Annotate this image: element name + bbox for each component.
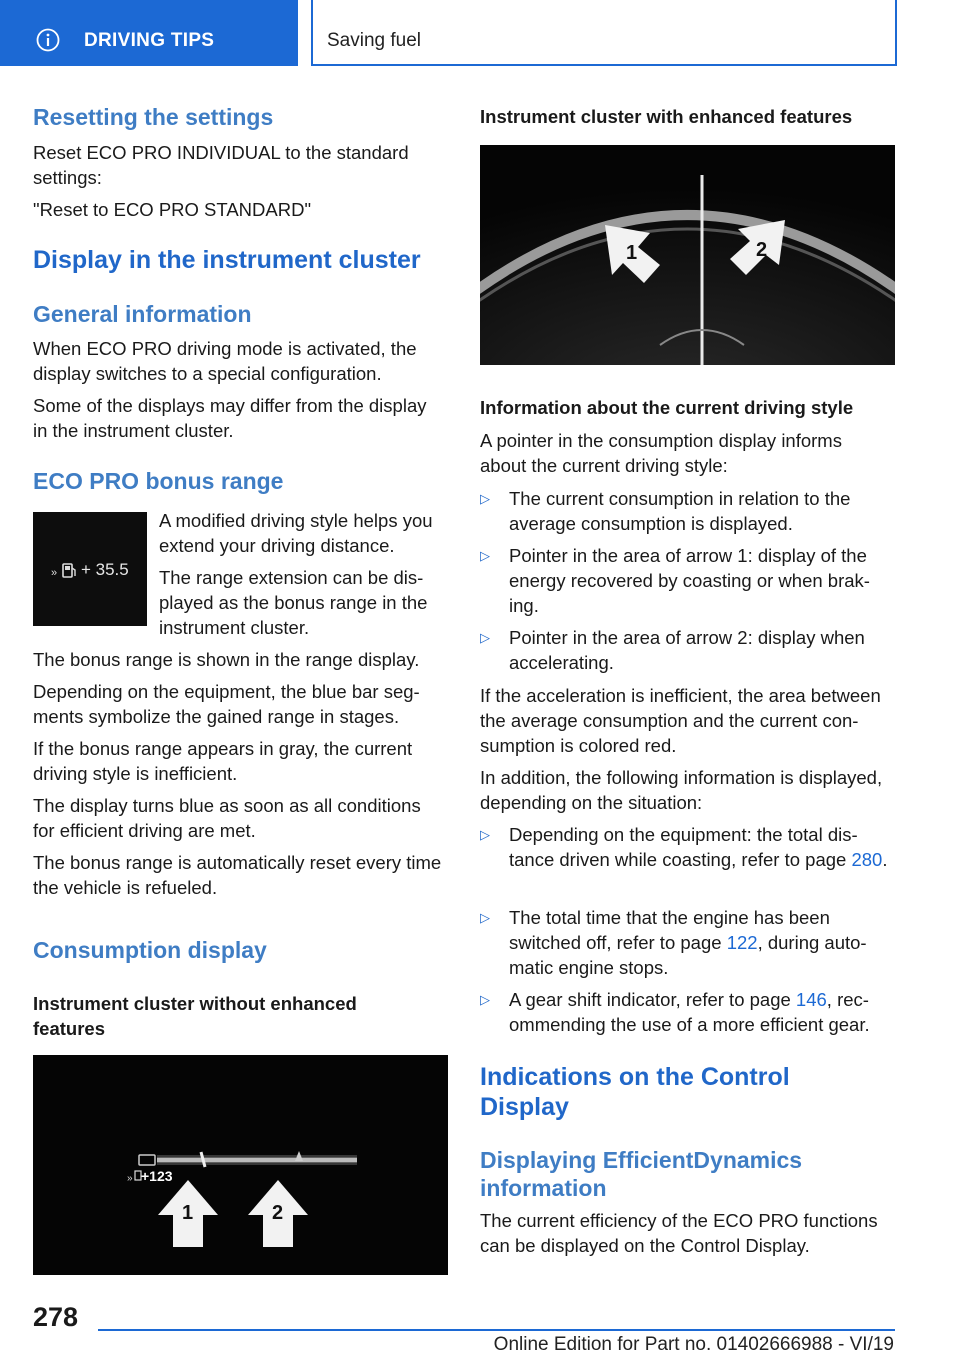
page-header bbox=[0, 0, 960, 66]
cluster-with-enhanced-image bbox=[480, 145, 895, 365]
heading-efficientdynamics: Displaying EfficientDynamics information bbox=[480, 1147, 803, 1201]
footer-edition: Online Edition for Part no. 01402666988 - VI/19 bbox=[493, 1334, 894, 1355]
page-link-146[interactable]: 146 bbox=[795, 989, 827, 1010]
section-tab bbox=[0, 0, 298, 66]
heading-bonus-range: ECO PRO bonus range bbox=[33, 468, 284, 494]
cluster-without-enhanced-image bbox=[33, 1055, 448, 1275]
paragraph-bonus-2: The range extension can be dis-played as the bonus range in the instrument cluster. bbox=[159, 567, 428, 638]
paragraph-general-2: Some of the displays may differ from the display in the instrument cluster. bbox=[33, 395, 427, 441]
paragraph-bonus-4: Depending on the equipment, the blue bar seg-ments symbolize the gained range in stages. bbox=[33, 681, 420, 727]
paragraph-current: A pointer in the consumption display informs about the current driving style: bbox=[480, 430, 842, 476]
footer-divider bbox=[98, 1329, 895, 1331]
cluster-range-value: +123 bbox=[141, 1168, 173, 1184]
triangle-bullet-icon: ▷ bbox=[480, 910, 490, 925]
page-number: 278 bbox=[33, 1302, 79, 1332]
page-link-122[interactable]: 122 bbox=[726, 932, 758, 953]
svg-text:»: » bbox=[51, 567, 58, 579]
consumption-bar-graphic bbox=[33, 1055, 448, 1275]
heading-general-information: General information bbox=[33, 301, 252, 327]
heading-display-instrument-cluster: Display in the instrument cluster bbox=[33, 246, 421, 274]
triangle-bullet-icon: ▷ bbox=[480, 827, 490, 842]
triangle-bullet-icon: ▷ bbox=[480, 630, 490, 645]
paragraph-bonus-6: The display turns blue as soon as all conditions for efficient driving are met. bbox=[33, 795, 421, 841]
bonus-range-image bbox=[33, 512, 147, 626]
paragraph-reset-1: Reset ECO PRO INDIVIDUAL to the standard settings: bbox=[33, 142, 409, 188]
paragraph-bonus-3: The bonus range is shown in the range display. bbox=[33, 649, 420, 670]
triangle-bullet-icon: ▷ bbox=[480, 992, 490, 1007]
svg-text:»: » bbox=[127, 1173, 133, 1184]
paragraph-addition: In addition, the following information is displayed, depending on the situation: bbox=[480, 767, 883, 813]
paragraph-efficient: The current efficiency of the ECO PRO functions can be displayed on the Control Display. bbox=[480, 1210, 878, 1256]
paragraph-bonus-1: A modified driving style helps you extend your driving distance. bbox=[159, 510, 433, 556]
section-title: DRIVING TIPS bbox=[84, 30, 215, 51]
heading-resetting: Resetting the settings bbox=[33, 104, 274, 130]
heading-current-driving-style: Information about the current driving style bbox=[480, 397, 854, 418]
bonus-range-value: + 35.5 bbox=[81, 560, 129, 579]
paragraph-bonus-7: The bonus range is automatically reset every time the vehicle is refueled. bbox=[33, 852, 442, 898]
triangle-bullet-icon: ▷ bbox=[480, 548, 490, 563]
arrow-2-label: 2 bbox=[756, 239, 768, 261]
heading-indications-control-display: Indications on the Control Display bbox=[480, 1063, 790, 1121]
heading-consumption-display: Consumption display bbox=[33, 937, 267, 963]
paragraph-reset-2: "Reset to ECO PRO STANDARD" bbox=[33, 199, 312, 220]
paragraph-general-1: When ECO PRO driving mode is activated, the display switches to a special configuration. bbox=[33, 338, 417, 384]
page-link-280[interactable]: 280 bbox=[851, 849, 883, 870]
consumption-gauge-graphic bbox=[480, 145, 895, 365]
topic-box bbox=[311, 0, 897, 66]
topic-title: Saving fuel bbox=[327, 30, 422, 51]
heading-with-enhanced: Instrument cluster with enhanced features bbox=[480, 106, 853, 127]
paragraph-inefficient: If the acceleration is inefficient, the area between the average consumption and the current con-sumption is colored red. bbox=[480, 685, 881, 756]
info-icon bbox=[36, 28, 60, 52]
paragraph-bonus-5: If the bonus range appears in gray, the current driving style is inefficient. bbox=[33, 738, 413, 784]
arrow-1-label: 1 bbox=[182, 1202, 194, 1224]
arrow-2-label: 2 bbox=[272, 1202, 284, 1224]
triangle-bullet-icon: ▷ bbox=[480, 491, 490, 506]
heading-without-enhanced: Instrument cluster without enhanced features bbox=[33, 993, 357, 1039]
arrow-1-label: 1 bbox=[626, 242, 638, 264]
